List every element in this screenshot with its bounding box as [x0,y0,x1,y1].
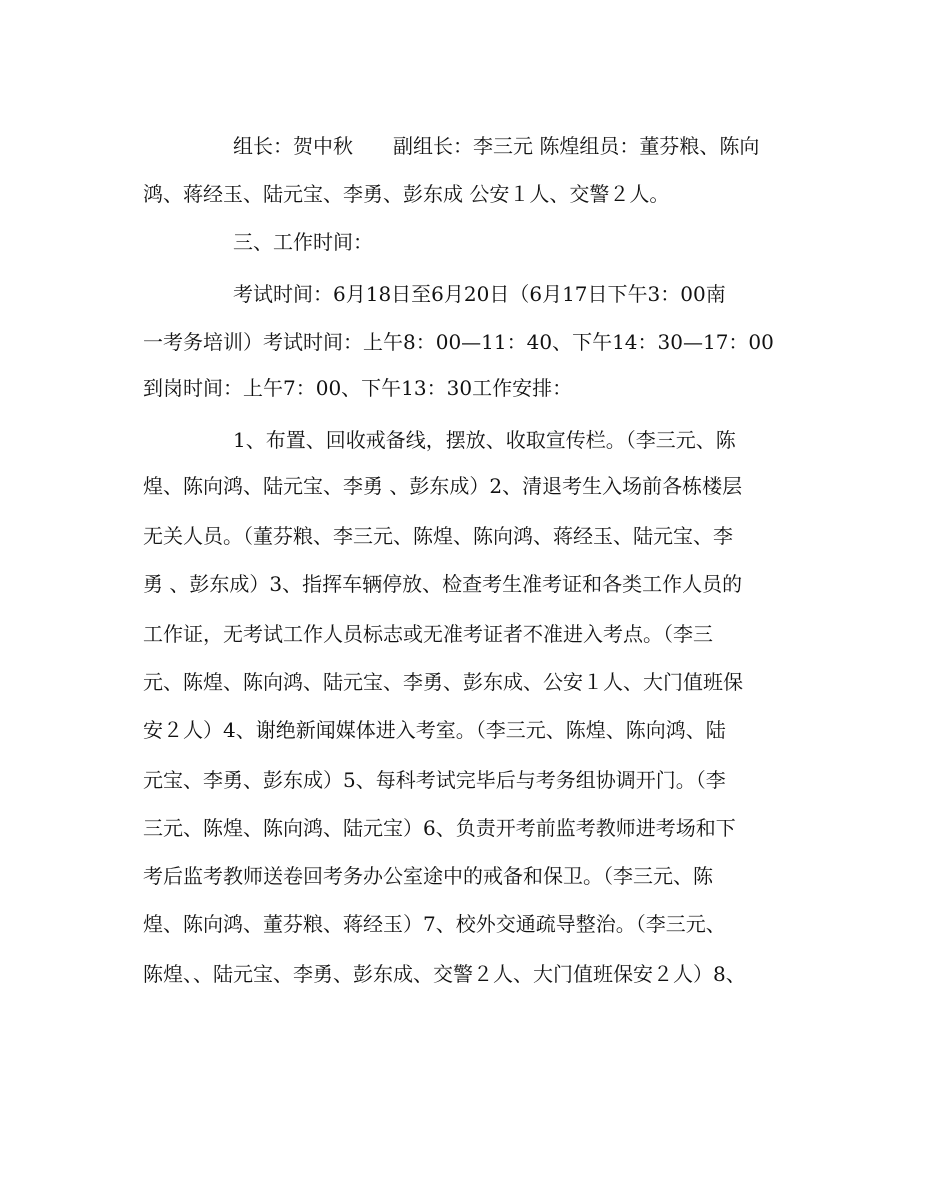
text-line-16: 考后监考教师送卷回考务办公室途中的戒备和保卫。（李三元、陈 [143,864,713,888]
text-line-12: 元、陈煌、陈向鸿、陆元宝、李勇、彭东成、公安１人、大门值班保 [143,670,743,694]
text-line-5: 一考务培训）考试时间：上午8：00—11：40、下午14：30—17：00 [143,330,774,354]
text-line-9: 无关人员。（董芬粮、李三元、陈煌、陈向鸿、蒋经玉、陆元宝、李 [143,524,733,548]
text-line-17: 煌、陈向鸿、董芬粮、蒋经玉）7、校外交通疏导整治。（李三元、 [143,912,726,936]
text-line-10: 勇 、彭东成）3、指挥车辆停放、检查考生准考证和各类工作人员的 [143,572,743,596]
text-line-15: 三元、陈煌、陈向鸿、陆元宝）6、负责开考前监考教师进考场和下 [143,816,736,840]
text-line-2: 鸿、蒋经玉、陆元宝、李勇、彭东成 公安１人、交警２人。 [143,182,670,206]
text-line-3: 三、工作时间： [233,230,373,254]
text-line-7: 1、布置、回收戒备线，摆放、收取宣传栏。（李三元、陈 [233,428,736,452]
text-line-18: 陈煌、、陆元宝、李勇、彭东成、交警２人、大门值班保安２人）8、 [143,962,746,986]
text-line-14: 元宝、李勇、彭东成）5、每科考试完毕后与考务组协调开门。（李 [143,768,726,792]
text-line-4: 考试时间：6月18日至6月20日（6月17日下午3：00南 [233,282,726,306]
text-line-1: 组长：贺中秋 副组长：李三元 陈煌组员：董芬粮、陈向 [233,134,760,158]
text-line-13: 安２人）4、谢绝新闻媒体进入考室。（李三元、陈煌、陈向鸿、陆 [143,718,726,742]
text-line-11: 工作证，无考试工作人员标志或无准考证者不准进入考点。（李三 [143,622,713,646]
text-line-6: 到岗时间：上午7：00、下午13：30工作安排： [143,376,573,400]
text-line-8: 煌、陈向鸿、陆元宝、李勇 、彭东成）2、清退考生入场前各栋楼层 [143,474,743,498]
